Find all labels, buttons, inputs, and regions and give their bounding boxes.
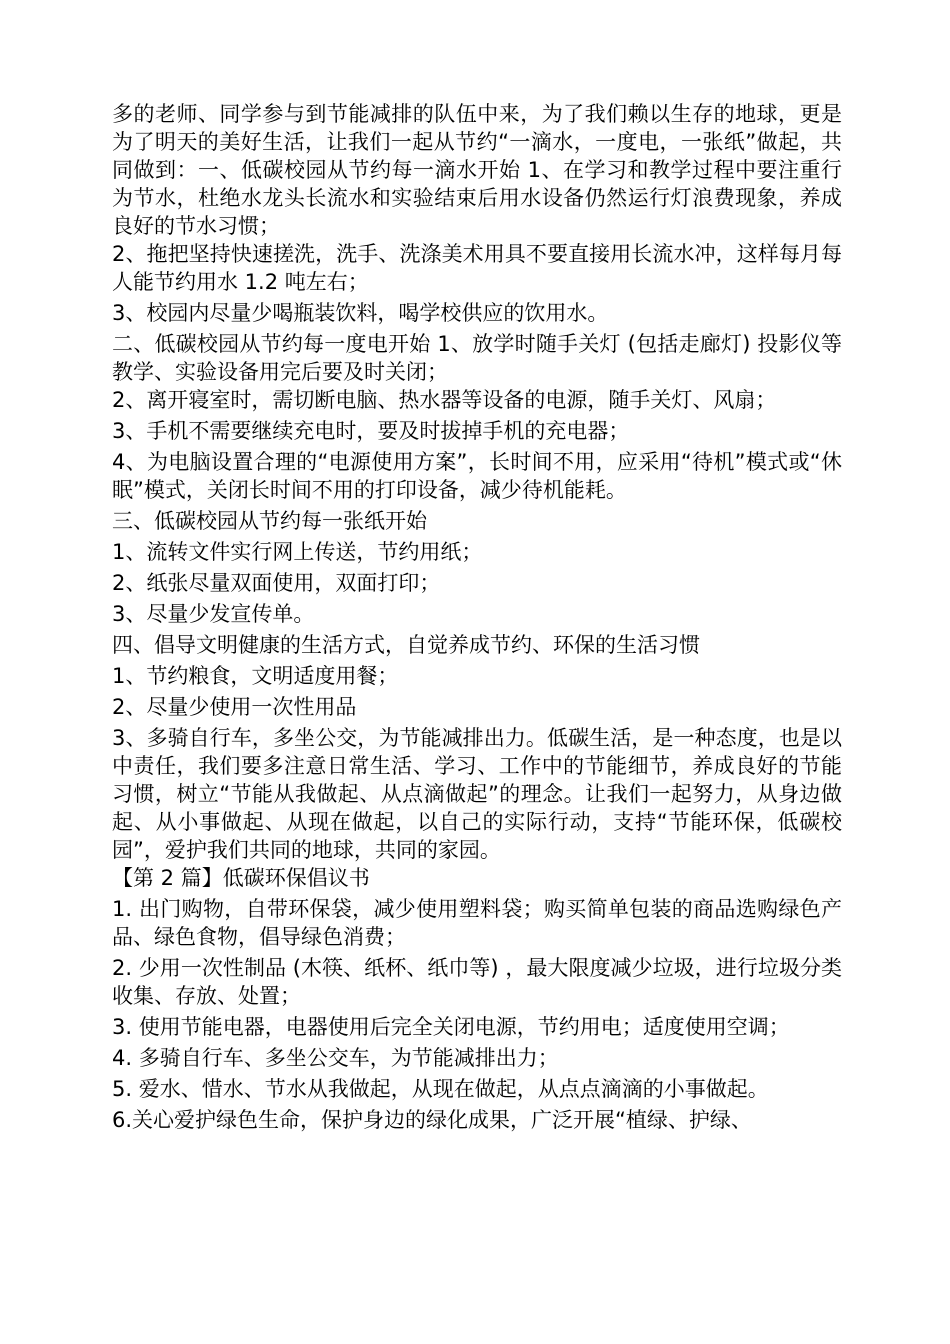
list-item-1: 1. 出门购物，自带环保袋，减少使用塑料袋；购买简单包装的商品选购绿色产品、绿色食物，倡导绿色消费； [112,897,842,949]
paragraph-paper-2: 2、纸张尽量双面使用，双面打印； [112,571,441,595]
paragraph-paper-1: 1、流转文件实行网上传送，节约用纸； [112,540,483,564]
paragraph-lifestyle-2: 2、尽量少使用一次性用品 [112,695,357,719]
paragraph-water-3: 3、校园内尽量少喝瓶装饮料，喝学校供应的饮用水。 [112,301,609,325]
document-body [112,100,842,1137]
section-title-part-2: 【第 2 篇】低碳环保倡议书 [112,866,370,890]
paragraph-electricity-4: 4、为电脑设置合理的“电源使用方案”，长时间不用，应采用“待机”模式或“休眠”模式，关闭长时间不用的打印设备，减少待机能耗。 [112,450,842,502]
paragraph-electricity-3: 3、手机不需要继续充电时，要及时拔掉手机的充电器； [112,419,630,443]
paragraph-water-2: 2、拖把坚持快速搓洗，洗手、洗涤美术用具不要直接用长流水冲，这样每月每人能节约用水 1.2 吨左右； [112,242,842,294]
paragraph-lifestyle-1: 1、节约粮食，文明适度用餐； [112,664,399,688]
paragraph-lifestyle-3: 3、多骑自行车，多坐公交，为节能减排出力。低碳生活，是一种态度，也是以中责任，我们要多注意日常生活、学习、工作中的节能细节，养成良好的节能习惯，树立“节能从我做起、从点滴做起”的理念。让我们一起努力，从身边做起、从小事做起、从现在做起，以自己的实际行动，支持“节能环保，低碳校园”，爱护我们共同的地球，共同的家园。 [112,726,842,862]
paragraph-electricity-heading: 二、低碳校园从节约每一度电开始 1、放学时随手关灯 (包括走廊灯) 投影仪等教学、实验设备用完后要及时关闭； [112,332,842,384]
paragraph-intro: 多的老师、同学参与到节能减排的队伍中来，为了我们赖以生存的地球，更是为了明天的美好生活，让我们一起从节约“一滴水，一度电，一张纸”做起，共同做到：一、低碳校园从节约每一滴水开始 1、在学习和教学过程中要注重行为节水，杜绝水龙头长流水和实验结束后用水设备仍然运行灯浪费现象，养成良好的节水习惯； [112,102,842,238]
list-item-3: 3. 使用节能电器，电器使用后完全关闭电源，节约用电；适度使用空调； [112,1015,790,1039]
paragraph-paper-3: 3、尽量少发宣传单。 [112,602,315,626]
list-item-6: 6.关心爱护绿色生命，保护身边的绿化成果，广泛开展“植绿、护绿、 [112,1108,752,1132]
list-item-2: 2. 少用一次性制品 (木筷、纸杯、纸巾等) ，最大限度减少垃圾，进行垃圾分类收集、存放、处置； [112,956,842,1008]
paragraph-paper-heading: 三、低碳校园从节约每一张纸开始 [112,509,427,533]
paragraph-lifestyle-heading: 四、倡导文明健康的生活方式，自觉养成节约、环保的生活习惯 [112,633,700,657]
paragraph-electricity-2: 2、离开寝室时，需切断电脑、热水器等设备的电源，随手关灯、风扇； [112,388,777,412]
list-item-4: 4. 多骑自行车、多坐公交车，为节能减排出力； [112,1046,559,1070]
list-item-5: 5. 爱水、惜水、节水从我做起，从现在做起，从点点滴滴的小事做起。 [112,1077,769,1101]
